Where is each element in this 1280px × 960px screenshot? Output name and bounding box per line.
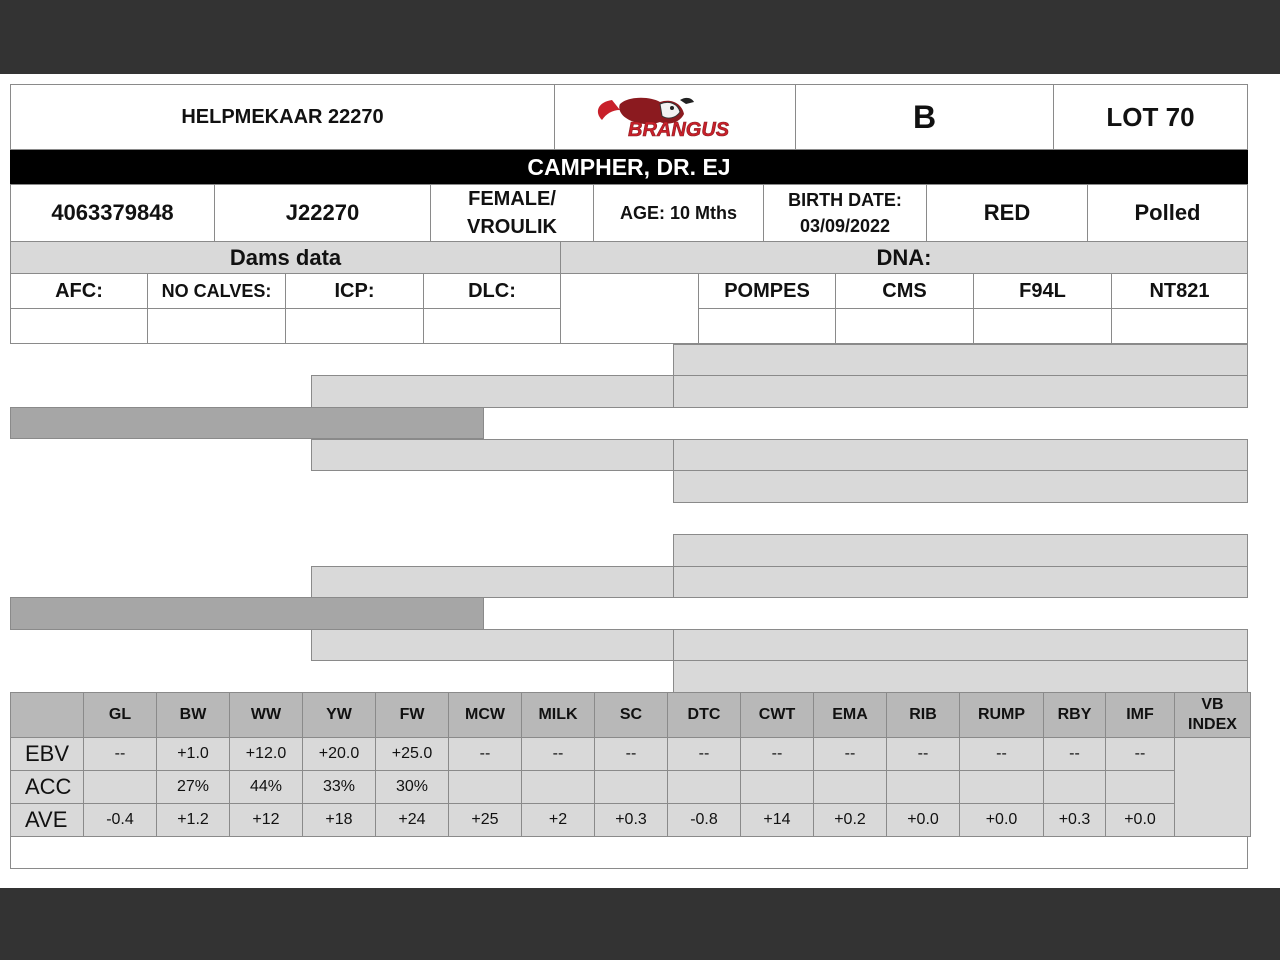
ebv-col-header: MCW — [449, 693, 522, 738]
ave-row — [11, 804, 1251, 837]
horn-status — [1087, 184, 1248, 242]
ebv-col-header: GL — [84, 693, 157, 738]
acc-cell — [1044, 771, 1106, 804]
ebv-cell: +25.0 — [376, 738, 449, 771]
acc-cell: 33% — [303, 771, 376, 804]
acc-cell — [595, 771, 668, 804]
ebv-corner — [11, 693, 84, 738]
ebv-cell: -- — [960, 738, 1044, 771]
birth-date-text: 03/09/2022 — [799, 216, 891, 236]
ebv-col-header: RBY — [1044, 693, 1106, 738]
ave-cell: +0.0 — [960, 804, 1044, 837]
bull-logo-icon — [590, 92, 760, 142]
birth-label: BIRTH DATE: — [788, 190, 902, 210]
grade-text: B — [912, 98, 937, 135]
ave-cell: +25 — [449, 804, 522, 837]
dna-blank — [560, 273, 699, 344]
acc-cell: 44% — [230, 771, 303, 804]
ebv-col-header: YW — [303, 693, 376, 738]
birth-date — [763, 184, 927, 242]
dams-title — [10, 241, 561, 274]
color — [926, 184, 1088, 242]
dams-icp — [285, 273, 424, 309]
sex-line1: FEMALE/ — [468, 188, 556, 210]
ebv-col-header: FW — [376, 693, 449, 738]
ebv-row — [11, 738, 1251, 771]
dna-nt821-value — [1111, 308, 1248, 344]
dna-pompes — [698, 273, 836, 309]
owner-name: CAMPHER, DR. EJ — [527, 153, 731, 180]
ebv-cell: -- — [668, 738, 741, 771]
ebv-col-header: RUMP — [960, 693, 1044, 738]
ave-cell: +12 — [230, 804, 303, 837]
dna-nt821 — [1111, 273, 1248, 309]
ave-cell: +18 — [303, 804, 376, 837]
ebv-col-header: WW — [230, 693, 303, 738]
acc-cell: 30% — [376, 771, 449, 804]
ebv-col-header: SC — [595, 693, 668, 738]
ebv-cell: -- — [1044, 738, 1106, 771]
ebv-col-header: RIB — [887, 693, 960, 738]
ebv-cell: -- — [887, 738, 960, 771]
ave-cell: +0.0 — [887, 804, 960, 837]
pedigree-gd-1 — [311, 439, 674, 471]
logo-text: BRANGUS — [628, 119, 730, 141]
acc-cell — [84, 771, 157, 804]
ebv-cell: +20.0 — [303, 738, 376, 771]
lot-text: LOT 70 — [1106, 101, 1195, 132]
ebv-col-header: DTC — [668, 693, 741, 738]
age-text: AGE: 10 Mths — [619, 202, 738, 223]
dams-title-text: Dams data — [229, 244, 342, 270]
comments-row — [10, 836, 1248, 869]
dna-pompes-value — [698, 308, 836, 344]
vb-line2: INDEX — [1188, 716, 1237, 733]
ebv-cell: +12.0 — [230, 738, 303, 771]
ave-cell: +0.3 — [1044, 804, 1106, 837]
pedigree-ggs-4 — [673, 629, 1248, 661]
ave-cell: +1.2 — [157, 804, 230, 837]
acc-row — [11, 771, 1251, 804]
row-label: AVE — [11, 804, 84, 837]
acc-cell — [449, 771, 522, 804]
ave-cell: +14 — [741, 804, 814, 837]
row-label: EBV — [11, 738, 84, 771]
ebv-cell: -- — [741, 738, 814, 771]
ebv-cell: -- — [1106, 738, 1175, 771]
tag-text: J22270 — [285, 200, 360, 225]
sex-line2: VROULIK — [467, 216, 557, 238]
pedigree-dam — [10, 597, 484, 630]
dna-title-text: DNA: — [876, 244, 932, 270]
ebv-col-header: CWT — [741, 693, 814, 738]
tag-number — [214, 184, 431, 242]
pedigree-ggd-4 — [673, 660, 1248, 693]
ebv-col-header: BW — [157, 693, 230, 738]
acc-cell: 27% — [157, 771, 230, 804]
dams-no-calves-value — [147, 308, 286, 344]
ebv-col-header: IMF — [1106, 693, 1175, 738]
acc-cell — [522, 771, 595, 804]
ave-cell: -0.8 — [668, 804, 741, 837]
pedigree-ggd-2 — [673, 470, 1248, 503]
pedigree-gd-2 — [311, 629, 674, 661]
pedigree-gs-2 — [311, 566, 674, 598]
ave-cell: +0.3 — [595, 804, 668, 837]
ave-cell: +24 — [376, 804, 449, 837]
ebv-header-row — [11, 693, 1251, 738]
id-number — [10, 184, 215, 242]
dams-afc-label: AFC: — [55, 279, 103, 302]
acc-cell — [887, 771, 960, 804]
dna-pompes-label: POMPES — [724, 279, 810, 302]
acc-cell — [1106, 771, 1175, 804]
pedigree-gs-1 — [311, 375, 674, 408]
dams-no-calves-label: NO CALVES: — [161, 280, 272, 301]
dams-dlc-value — [423, 308, 561, 344]
pedigree-ggs-3 — [673, 534, 1248, 567]
acc-cell — [960, 771, 1044, 804]
dna-f94l-label: F94L — [1019, 279, 1066, 302]
dna-cms-value — [835, 308, 974, 344]
brangus-logo — [554, 84, 796, 150]
pedigree-ggs-2 — [673, 439, 1248, 471]
owner-bar — [10, 150, 1248, 184]
ebv-cell: -- — [814, 738, 887, 771]
acc-cell — [668, 771, 741, 804]
dams-icp-value — [285, 308, 424, 344]
ebv-table — [10, 692, 1251, 837]
pedigree-ggd-1 — [673, 375, 1248, 408]
dams-dlc-label: DLC: — [468, 279, 516, 302]
ebv-cell: -- — [84, 738, 157, 771]
ebv-vb-index-header — [1175, 693, 1251, 738]
age — [593, 184, 764, 242]
ebv-cell: +1.0 — [157, 738, 230, 771]
ave-cell: +2 — [522, 804, 595, 837]
id-number-text: 4063379848 — [51, 200, 174, 225]
acc-cell — [741, 771, 814, 804]
horn-text: Polled — [1134, 200, 1201, 225]
ebv-cell: -- — [595, 738, 668, 771]
dna-title — [560, 241, 1248, 274]
ebv-cell: -- — [449, 738, 522, 771]
dams-afc-value — [10, 308, 148, 344]
acc-cell — [814, 771, 887, 804]
ebv-cell: -- — [522, 738, 595, 771]
pedigree-ggs-1 — [673, 344, 1248, 376]
farm-name-text: HELPMEKAAR 22270 — [181, 105, 384, 128]
ave-cell: -0.4 — [84, 804, 157, 837]
vb-line1: VB — [1201, 696, 1224, 713]
sex — [430, 184, 594, 242]
dna-cms — [835, 273, 974, 309]
dna-f94l-value — [973, 308, 1112, 344]
dams-dlc — [423, 273, 561, 309]
color-text: RED — [983, 200, 1031, 225]
ave-cell: +0.2 — [814, 804, 887, 837]
sale-card — [0, 74, 1280, 888]
grade — [795, 84, 1054, 150]
pedigree-ggd-3 — [673, 566, 1248, 598]
vb-index-value — [1175, 738, 1251, 837]
dna-f94l — [973, 273, 1112, 309]
ave-cell: +0.0 — [1106, 804, 1175, 837]
ebv-col-header: EMA — [814, 693, 887, 738]
dams-no-calves — [147, 273, 286, 309]
dams-icp-label: ICP: — [334, 279, 375, 302]
dams-afc — [10, 273, 148, 309]
row-label: ACC — [11, 771, 84, 804]
pedigree-sire — [10, 407, 484, 439]
lot-number — [1053, 84, 1248, 150]
ebv-col-header: MILK — [522, 693, 595, 738]
farm-name — [10, 84, 555, 150]
dna-cms-label: CMS — [882, 279, 927, 302]
dna-nt821-label: NT821 — [1149, 279, 1210, 302]
